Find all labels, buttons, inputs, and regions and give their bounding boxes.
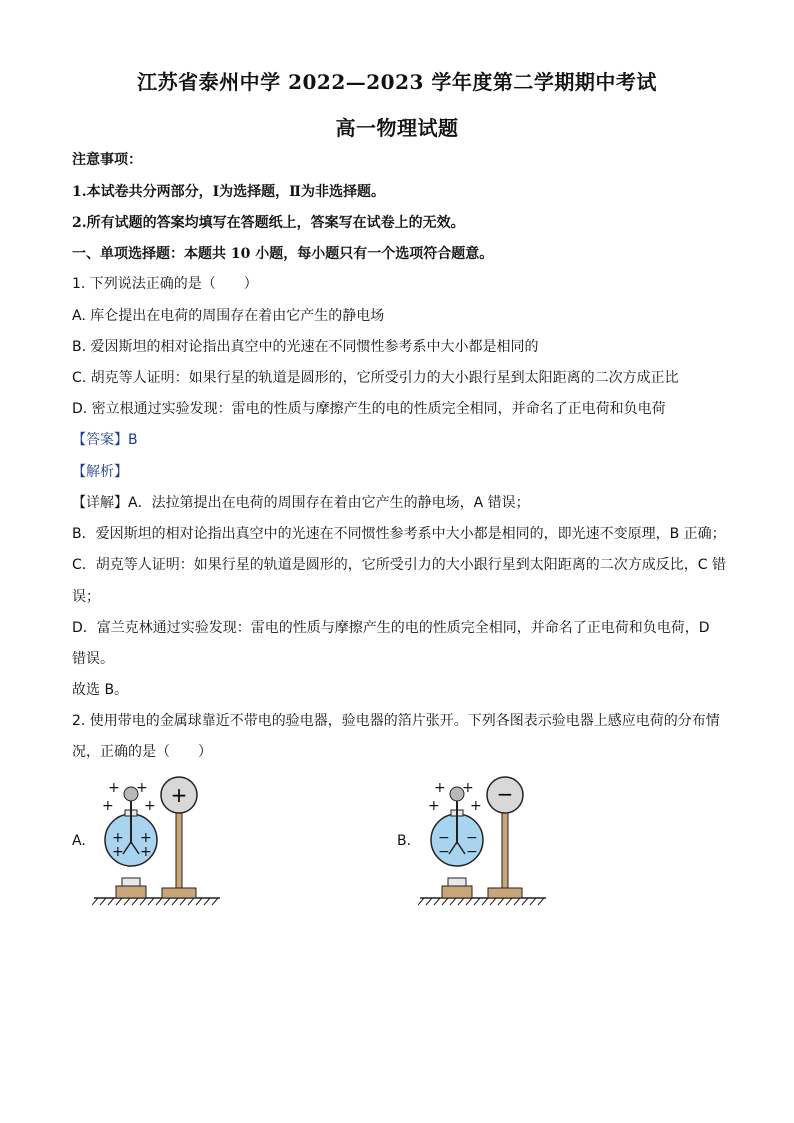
q2-option-b-label: B. bbox=[397, 833, 412, 849]
svg-text:−: − bbox=[466, 844, 478, 860]
q1-option-b: B. 爱因斯坦的相对论指出真空中的光速在不同惯性参考系中大小都是相同的 bbox=[72, 339, 539, 355]
svg-text:−: − bbox=[496, 782, 514, 806]
q1-answer: 【答案】B bbox=[72, 432, 138, 448]
svg-text:−: − bbox=[438, 830, 450, 846]
q2-stem-line1: 2. 使用带电的金属球靠近不带电的验电器，验电器的箔片张开。下列各图表示验电器上感应电荷的分布情 bbox=[72, 713, 720, 729]
exam-title: 江苏省泰州中学 2022—2023 学年度第二学期期中考试 bbox=[137, 70, 657, 94]
notes-item-1: 1.本试卷共分两部分，Ⅰ为选择题，Ⅱ为非选择题。 bbox=[72, 184, 385, 200]
q1-analysis-heading: 【解析】 bbox=[72, 464, 128, 480]
notes-heading: 注意事项： bbox=[72, 152, 142, 168]
svg-text:+: + bbox=[136, 780, 148, 796]
svg-text:−: − bbox=[438, 844, 450, 860]
svg-text:−: − bbox=[466, 830, 478, 846]
svg-text:+: + bbox=[112, 830, 124, 846]
electroscope-figure-b bbox=[418, 770, 548, 910]
svg-text:+: + bbox=[428, 798, 440, 814]
svg-text:+: + bbox=[434, 780, 446, 796]
svg-text:+: + bbox=[140, 844, 152, 860]
q1-detail-c-line1: C．胡克等人证明：如果行星的轨道是圆形的，它所受引力的大小跟行星到太阳距离的二次方成反比，C 错 bbox=[72, 557, 726, 573]
q1-option-d: D. 密立根通过实验发现：雷电的性质与摩擦产生的电的性质完全相同，并命名了正电荷和负电荷 bbox=[72, 401, 666, 417]
q1-option-c: C. 胡克等人证明：如果行星的轨道是圆形的，它所受引力的大小跟行星到太阳距离的二次方成正比 bbox=[72, 370, 679, 386]
electroscope-figure-a bbox=[92, 770, 222, 910]
svg-text:+: + bbox=[102, 798, 114, 814]
svg-text:+: + bbox=[140, 830, 152, 846]
q1-detail-d-line1: D．富兰克林通过实验发现：雷电的性质与摩擦产生的电的性质完全相同，并命名了正电荷和负电荷，D bbox=[72, 620, 710, 636]
svg-text:+: + bbox=[108, 780, 120, 796]
q2-stem-line2: 况，正确的是（ ） bbox=[72, 744, 212, 760]
q2-option-a-label: A. bbox=[72, 833, 86, 849]
svg-text:+: + bbox=[112, 844, 124, 860]
q1-detail-d-line2: 错误。 bbox=[72, 651, 114, 667]
svg-text:+: + bbox=[470, 798, 482, 814]
q1-detail-b: B．爱因斯坦的相对论指出真空中的光速在不同惯性参考系中大小都是相同的，即光速不变原理，B 正确； bbox=[72, 526, 726, 542]
notes-item-2: 2.所有试题的答案均填写在答题纸上，答案写在试卷上的无效。 bbox=[72, 215, 465, 231]
section-heading: 一、单项选择题：本题共 10 小题，每小题只有一个选项符合题意。 bbox=[72, 246, 494, 262]
svg-text:+: + bbox=[462, 780, 474, 796]
q1-option-a: A. 库仑提出在电荷的周围存在着由它产生的静电场 bbox=[72, 308, 385, 324]
q1-detail-a: 【详解】A．法拉第提出在电荷的周围存在着由它产生的静电场，A 错误； bbox=[72, 495, 530, 511]
svg-text:+: + bbox=[144, 798, 156, 814]
q1-stem: 1. 下列说法正确的是（ ） bbox=[72, 276, 258, 292]
q1-conclusion: 故选 B。 bbox=[72, 682, 129, 698]
svg-text:+: + bbox=[170, 783, 188, 807]
exam-subtitle: 高一物理试题 bbox=[335, 116, 459, 140]
q1-detail-c-line2: 误； bbox=[72, 589, 100, 605]
